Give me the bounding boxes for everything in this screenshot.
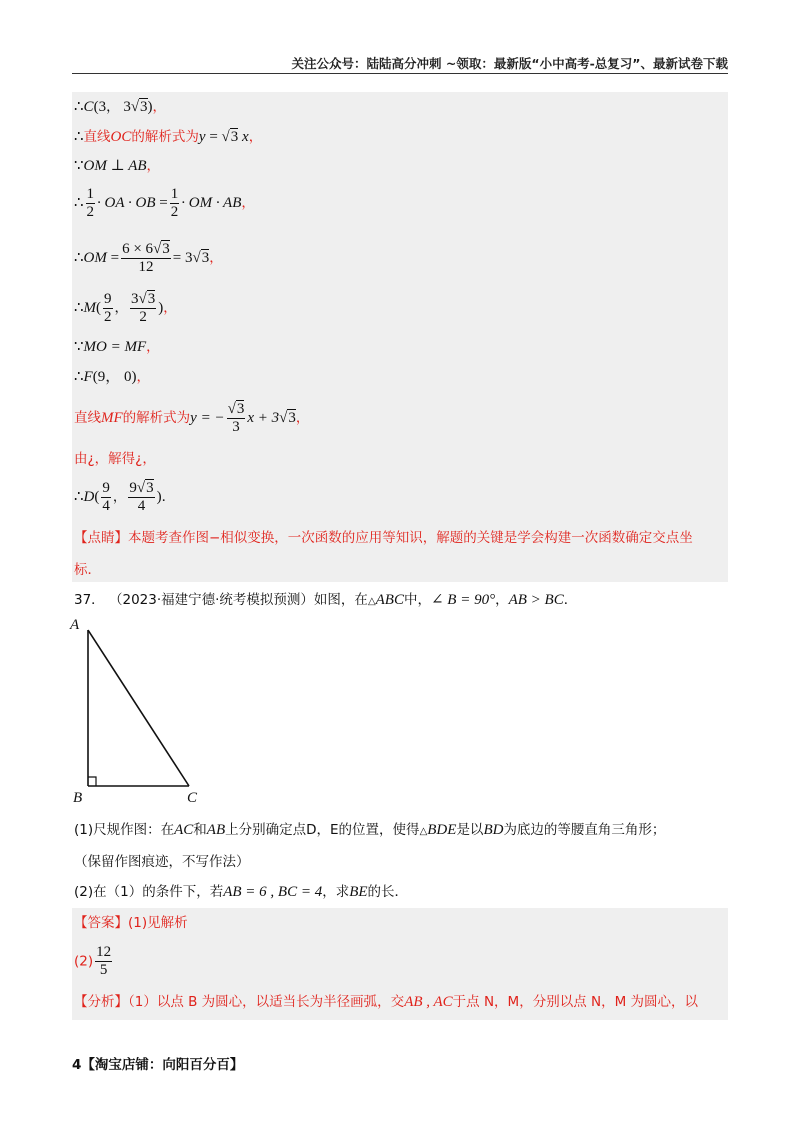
problem-statement: 37． （2023·福建宁德·统考模拟预测）如图，在△ABC中，∠ B = 90°，AB > BC． [74, 592, 578, 608]
header-rule [72, 73, 728, 74]
question-1: (1)尺规作图：在AC和AB上分别确定点D，E的位置，使得△BDE是以BD为底边的等腰直角三角形； [74, 822, 666, 838]
solution-line-mo-mf: ∵MO = MF， [74, 339, 160, 355]
side-ac [88, 630, 189, 786]
solution-line-f: ∴F(9， 0)， [74, 369, 150, 385]
solution-line-m: ∴M( $\frac{9}{2}$ ， $\frac{3√3}{2}$ )， [74, 291, 177, 325]
label-c: C [187, 790, 198, 804]
triangle-figure [68, 614, 228, 804]
solution-comment: 【点睛】本题考查作图−相似变换，一次函数的应用等知识，解题的关键是学会构建一次函数确定交点坐 [74, 530, 693, 546]
solution-line-om: ∴OM = $\frac{6 \times 6√3}{12}$ = 3√3， [74, 241, 223, 275]
question-2: (2)在（1）的条件下，若AB = 6 , BC = 4，求BE的长． [74, 884, 409, 900]
solution-comment-cont: 标． [74, 562, 101, 578]
solution-line-area: ∴ $\frac{1}{2}$ · OA · OB = $\frac{1}{2}$ · OM · AB， [74, 186, 255, 220]
page-footer: 4【淘宝店铺：向阳百分百】 [72, 1057, 244, 1073]
answer-1: 【答案】(1)见解析 [74, 915, 188, 931]
solution-line-c: ∴C(3， 3√3)， [74, 99, 167, 115]
label-b: B [73, 790, 83, 804]
solution-line-solve: 由¿，解得¿， [74, 451, 156, 467]
label-a: A [70, 617, 80, 633]
page-header: 关注公众号：陆陆高分冲刺 ~领取：最新版“小中高考-总复习”、最新试卷下载 [291, 56, 728, 71]
solution-line-perp: ∵OM ⊥ AB， [74, 158, 161, 174]
question-1-note: （保留作图痕迹，不写作法） [74, 854, 250, 870]
answer-2: (2) $\frac{12}{5}$ [74, 944, 112, 978]
solution-line-d: ∴D( $\frac{9}{4}$ ， $\frac{9√3}{4}$ )． [74, 480, 176, 514]
right-angle-mark [88, 777, 96, 786]
solution-line-mf: 直线MF的解析式为y = − $\frac{√3}{3}$ x + 3√3， [74, 401, 310, 435]
analysis: 【分析】（1）以点 B 为圆心，以适当长为半径画弧，交AB , AC于点 N，M，分别以点 N，M 为圆心，以 [74, 994, 699, 1010]
solution-line-oc: ∴直线OC的解析式为y = √3 x， [74, 129, 263, 145]
